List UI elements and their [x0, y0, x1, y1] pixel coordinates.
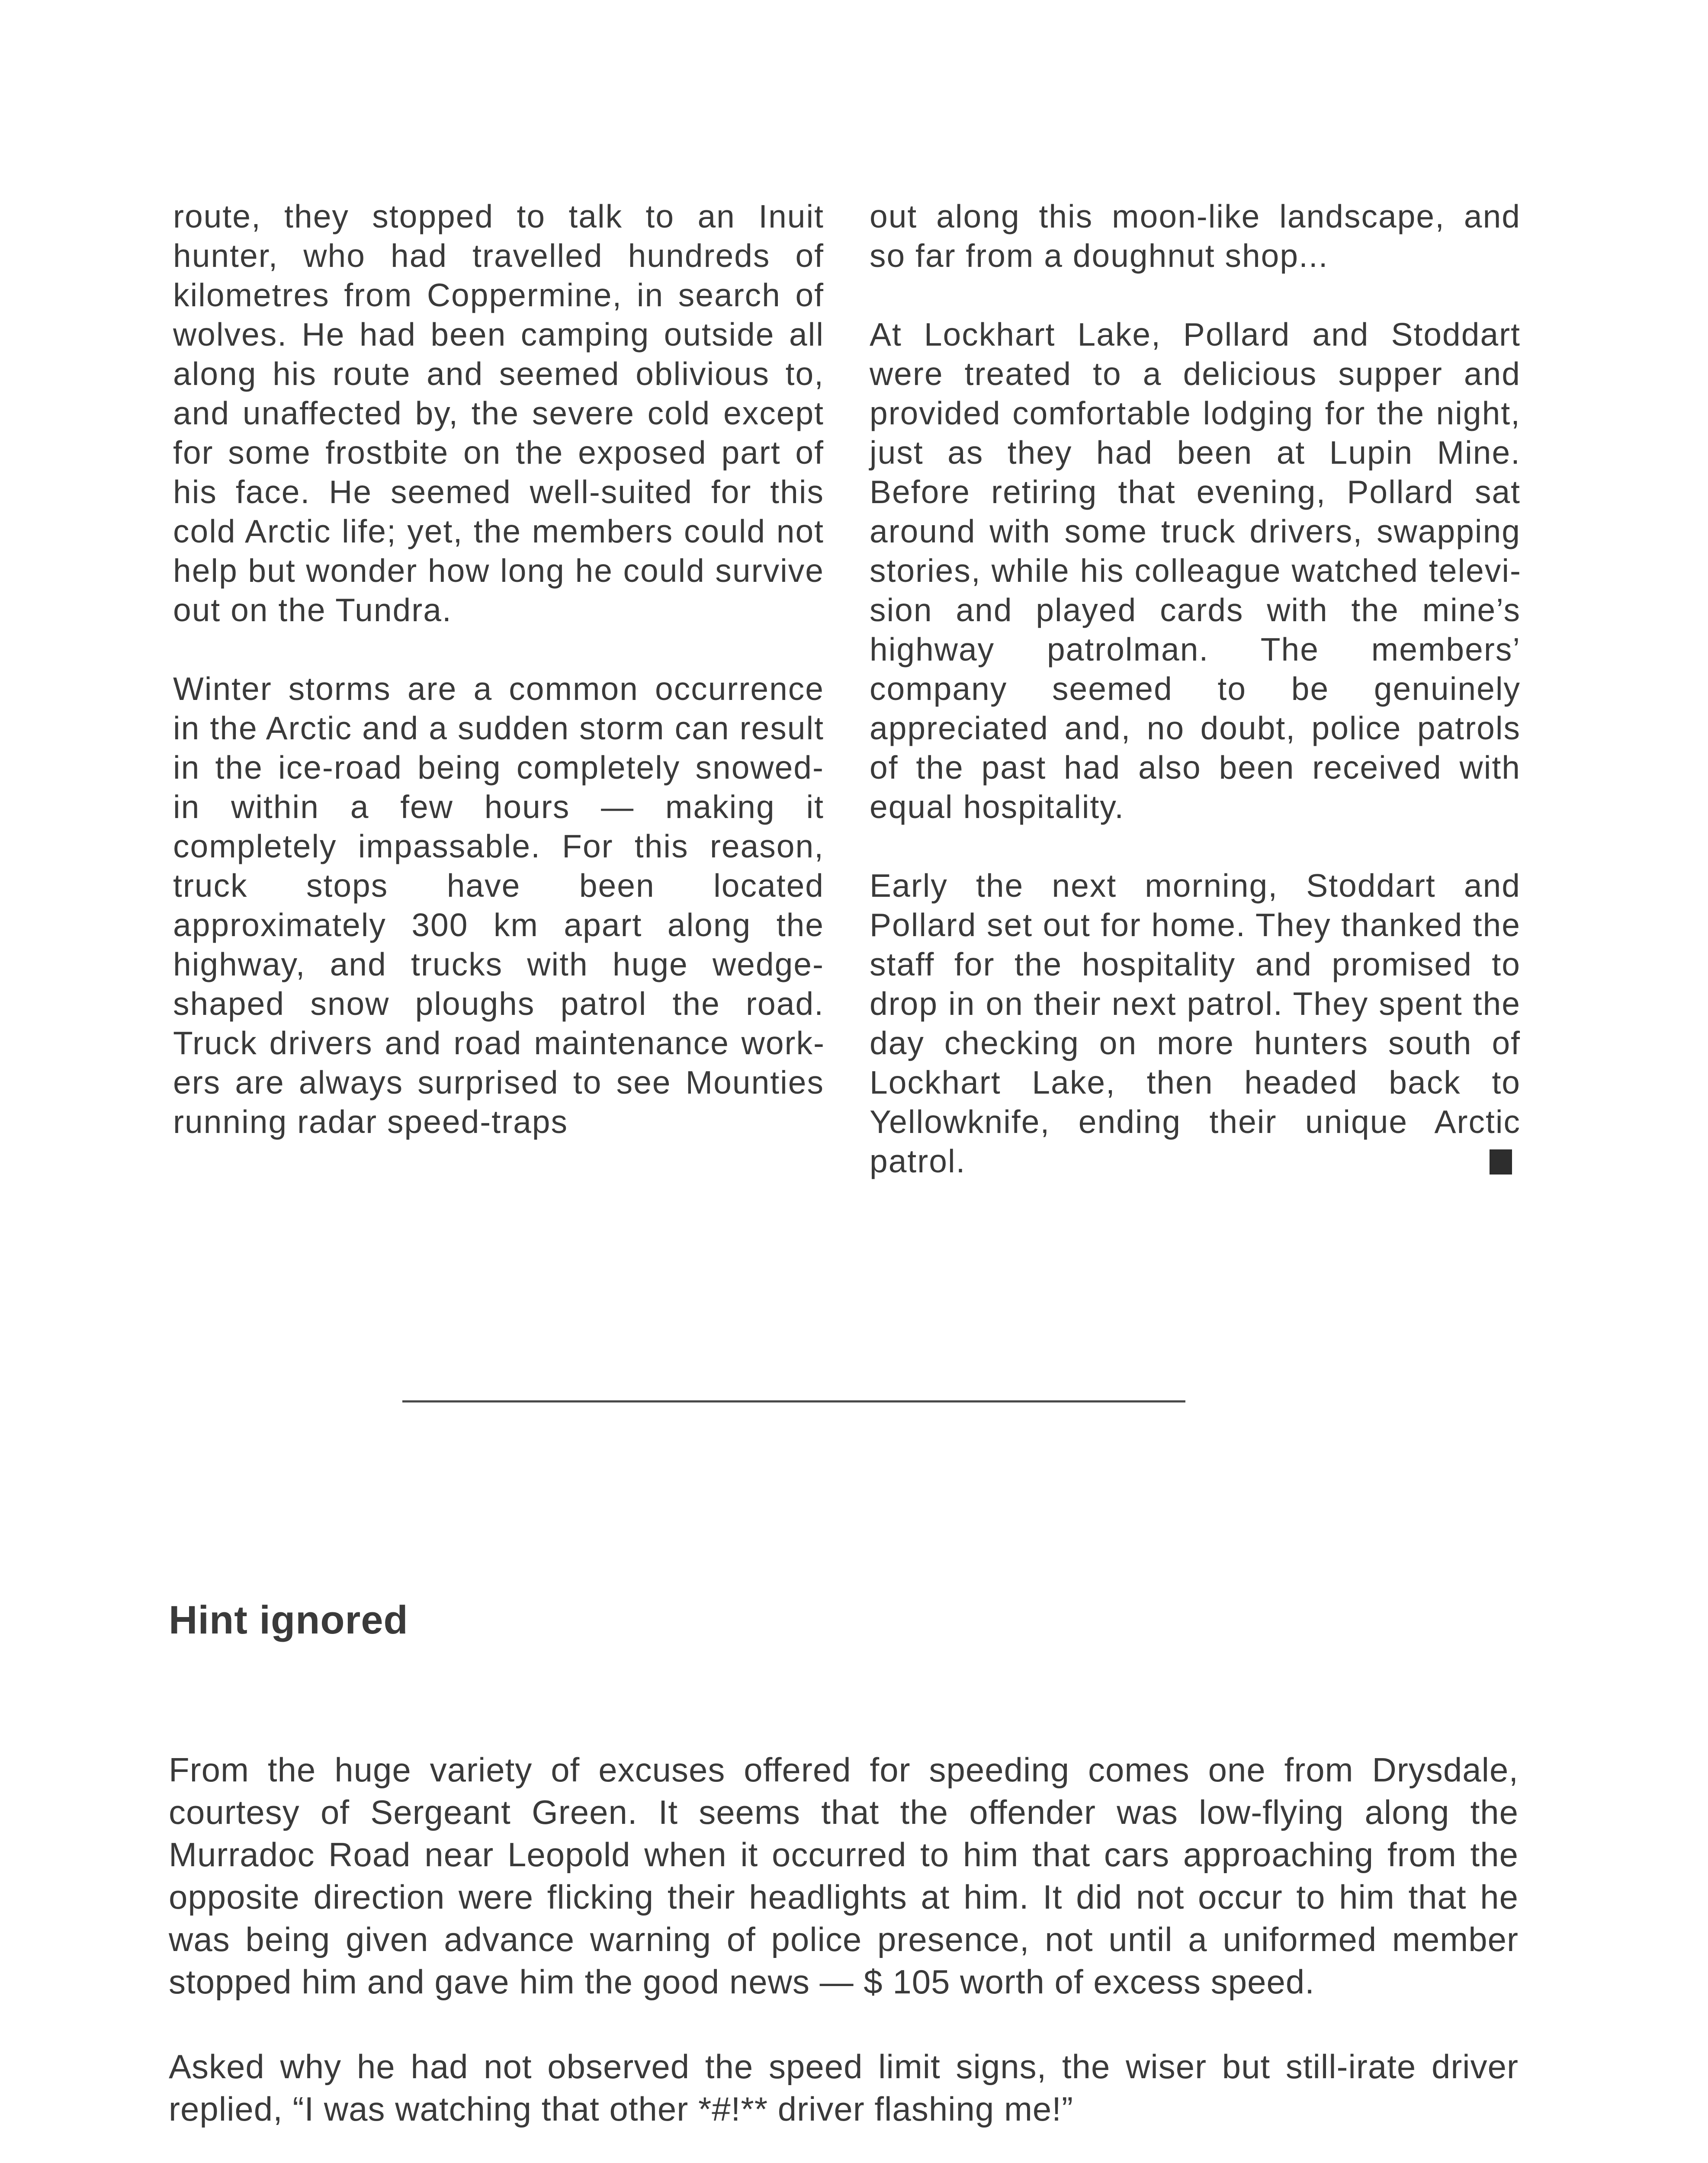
- article-paragraph: At Lockhart Lake, Pollard and Stoddart were treated to a delicious supper and provided comfortable lodging for the night, just as they had been at Lupin Mine. Before retiring that evening, Pollard sat around with some truck drivers, swapping stories, while his colleague watched television and played cards with the mine’s highway patrolman. The members’ company seemed to be genuinely appreciated and, no doubt, police patrols of the past had also been received with equal hospitality.: [870, 316, 1521, 825]
- sidebar-story-paragraph: From the huge variety of excuses offered for speeding comes one from Drysdale, courtesy of Sergeant Green. It seems that the offender was low-flying along the Murradoc Road near Leopold when it occurred to him that cars approaching from the opposite direction were flicking their headlights at him. It did not occur to him that he was being given advance warning of police presence, not until a uniformed member stopped him and gave him the good news — $ 105 worth of excess speed.: [169, 1751, 1519, 2001]
- article-final-paragraph: [870, 866, 1521, 1181]
- sidebar-story-title: Hint ignored: [169, 1598, 408, 1642]
- article-right-column: [870, 197, 1521, 1181]
- end-of-article-mark: [1490, 1149, 1512, 1175]
- article-left-column: [173, 197, 824, 1142]
- article-final-text: Early the next morning, Stoddart and Pollard set out for home. They thanked the staff for the hospitality and promised to drop in on their next patrol. They spent the day checking on more hunters south of Lockhart Lake, then headed back to Yellowknife, ending their unique Arctic patrol.: [870, 867, 1521, 1179]
- sidebar-story-body: [169, 1749, 1519, 2163]
- section-divider-rule: [402, 1400, 1185, 1402]
- article-paragraph: out along this moon-like landscape, and so far from a doughnut shop...: [870, 198, 1521, 274]
- article-paragraph: Winter storms are a common occurrence in the Arctic and a sudden storm can result in the ice-road being completely snowed-in within a few hours — making it completely impassable. For this reason, truck stops have been located approximately 300 km apart along the highway, and trucks with huge wedge-shaped snow ploughs patrol the road. Truck drivers and road maintenance workers are always surprised to see Mounties running radar speed-traps: [173, 671, 824, 1140]
- article-paragraph: route, they stopped to talk to an Inuit hunter, who had travelled hundreds of kilometres from Coppermine, in search of wolves. He had been camping outside all along his route and seemed oblivious to, and unaffected by, the severe cold except for some frostbite on the exposed part of his face. He seemed well-suited for this cold Arctic life; yet, the members could not help but wonder how long he could survive out on the Tundra.: [173, 198, 824, 628]
- sidebar-story-paragraph: Asked why he had not observed the speed limit signs, the wiser but still-irate driver replied, “I was watching that other *#!** driver flashing me!”: [169, 2047, 1519, 2128]
